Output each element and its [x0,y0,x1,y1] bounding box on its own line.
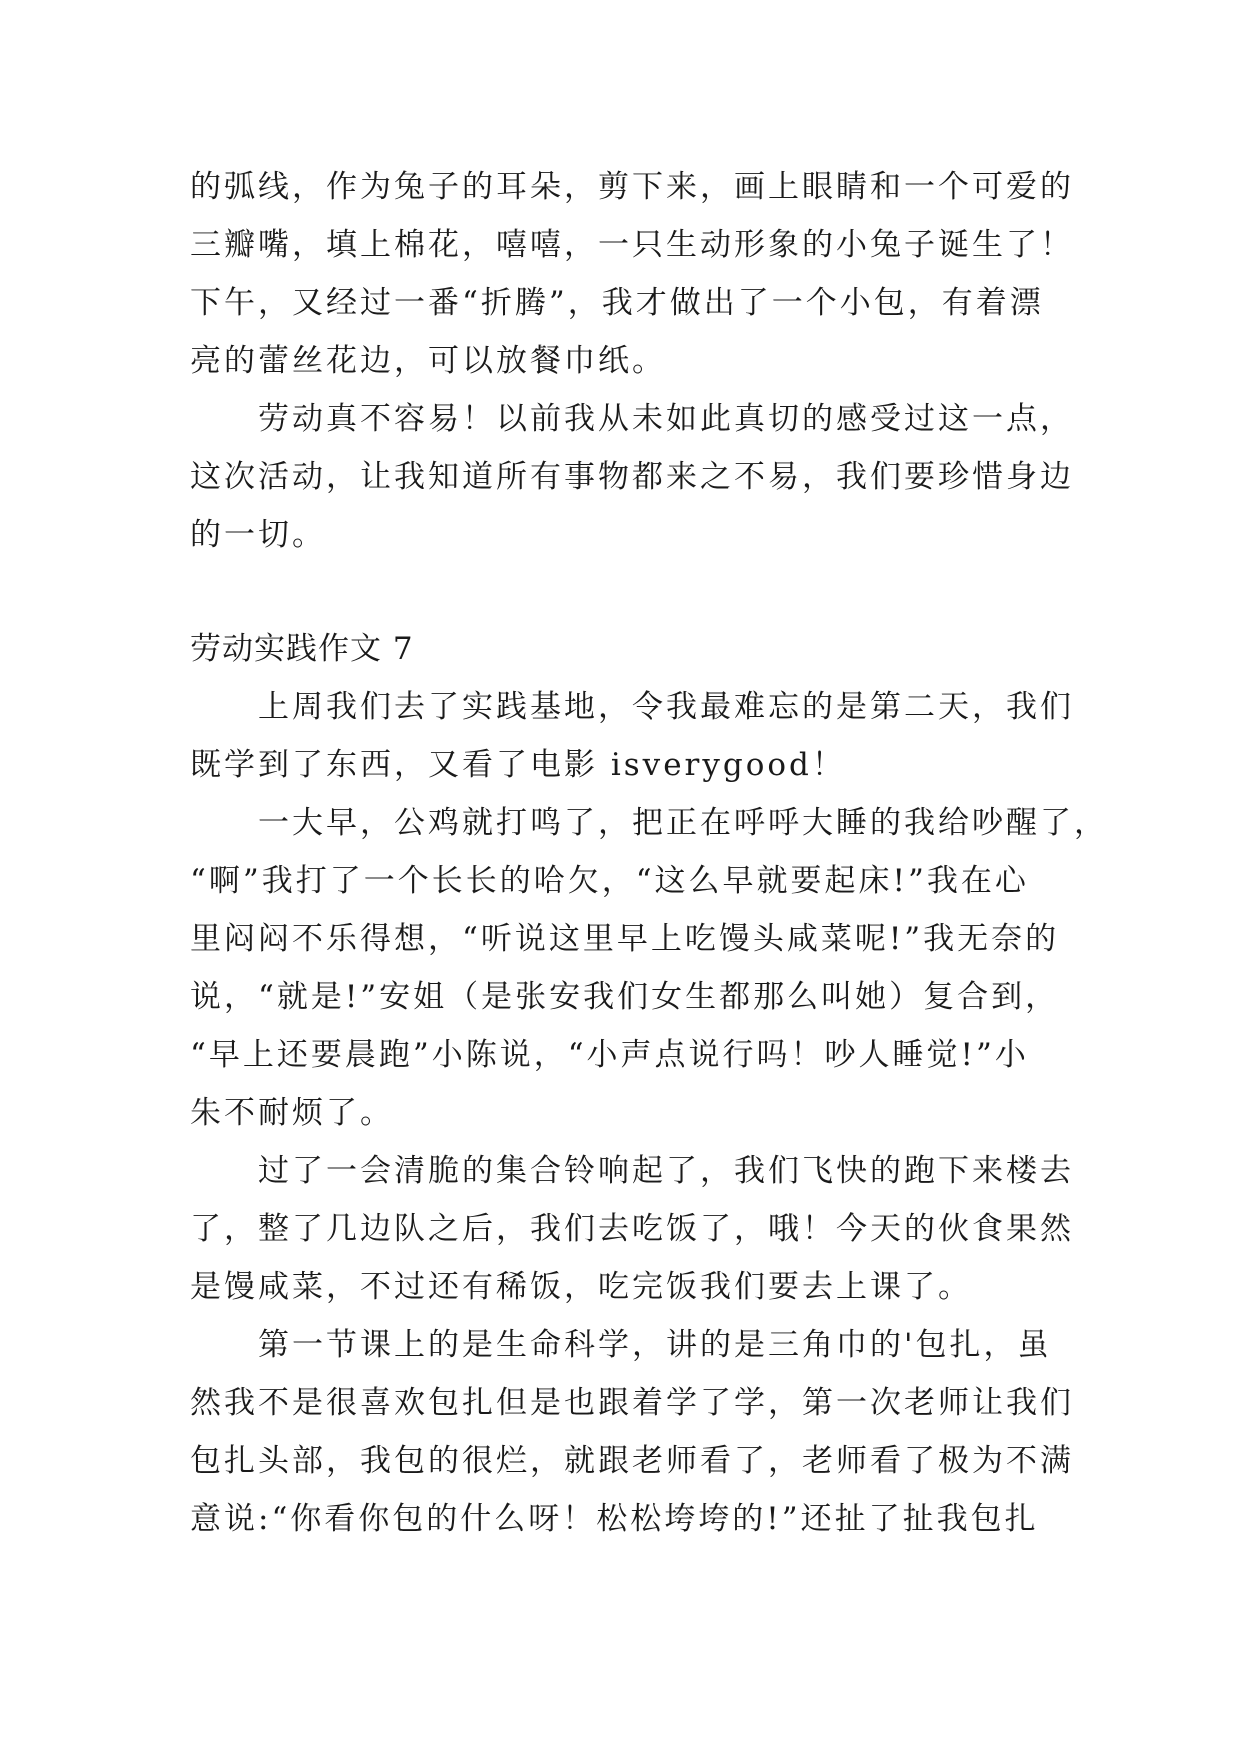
text-line: 里闷闷不乐得想，“听说这里早上吃馒头咸菜呢!”我无奈的 [190,921,1060,957]
text-line: “早上还要晨跑”小陈说，“小声点说行吗！吵人睡觉!”小 [190,1037,1029,1073]
text-line: 是馒咸菜，不过还有稀饭，吃完饭我们要去上课了。 [190,1269,972,1305]
text-line: 的一切。 [190,517,326,553]
text-line: 这次活动，让我知道所有事物都来之不易，我们要珍惜身边 [190,459,1074,495]
text-line: 的弧线，作为兔子的耳朵，剪下来，画上眼睛和一个可爱的 [190,169,1074,205]
text-line: 朱不耐烦了。 [190,1095,394,1131]
text-line: 既学到了东西，又看了电影 isverygood！ [190,747,846,783]
text-line: 意说:“你看你包的什么呀！松松垮垮的!”还扯了扯我包扎 [190,1501,1039,1537]
text-line: 第一节课上的是生命科学，讲的是三角巾的'包扎，虽 [258,1327,1052,1363]
essay-title: 劳动实践作文 7 [190,631,414,667]
section-gap [190,564,1070,620]
paragraph-breakfast [190,1142,1074,1316]
text-line: 三瓣嘴，填上棉花，嘻嘻，一只生动形象的小兔子诞生了！ [190,227,1074,263]
paragraph-conclusion [190,390,1074,564]
text-line: 劳动真不容易！以前我从未如此真切的感受过这一点， [258,401,1074,437]
paragraph-intro [190,678,1074,794]
text-line: 上周我们去了实践基地，令我最难忘的是第二天，我们 [258,689,1074,725]
paragraph-continuation [190,158,1074,390]
text-line: 一大早，公鸡就打鸣了，把正在呼呼大睡的我给吵醒了， [258,805,1108,841]
text-line: 然我不是很喜欢包扎但是也跟着学了学，第一次老师让我们 [190,1385,1074,1421]
text-line: 了，整了几边队之后，我们去吃饭了，哦！今天的伙食果然 [190,1211,1074,1247]
text-line: 过了一会清脆的集合铃响起了，我们飞快的跑下来楼去 [258,1153,1074,1189]
text-line: 下午，又经过一番“折腾”，我才做出了一个小包，有着漂 [190,285,1044,321]
document-body [190,158,1108,1548]
text-line: “啊”我打了一个长长的哈欠，“这么早就要起床!”我在心 [190,863,1029,899]
paragraph-first-class [190,1316,1074,1548]
text-line: 说，“就是!”安姐（是张安我们女生都那么叫她）复合到， [190,979,1060,1015]
paragraph-morning [190,794,1108,1142]
text-line: 包扎头部，我包的很烂，就跟老师看了，老师看了极为不满 [190,1443,1074,1479]
text-line: 亮的蕾丝花边，可以放餐巾纸。 [190,343,666,379]
